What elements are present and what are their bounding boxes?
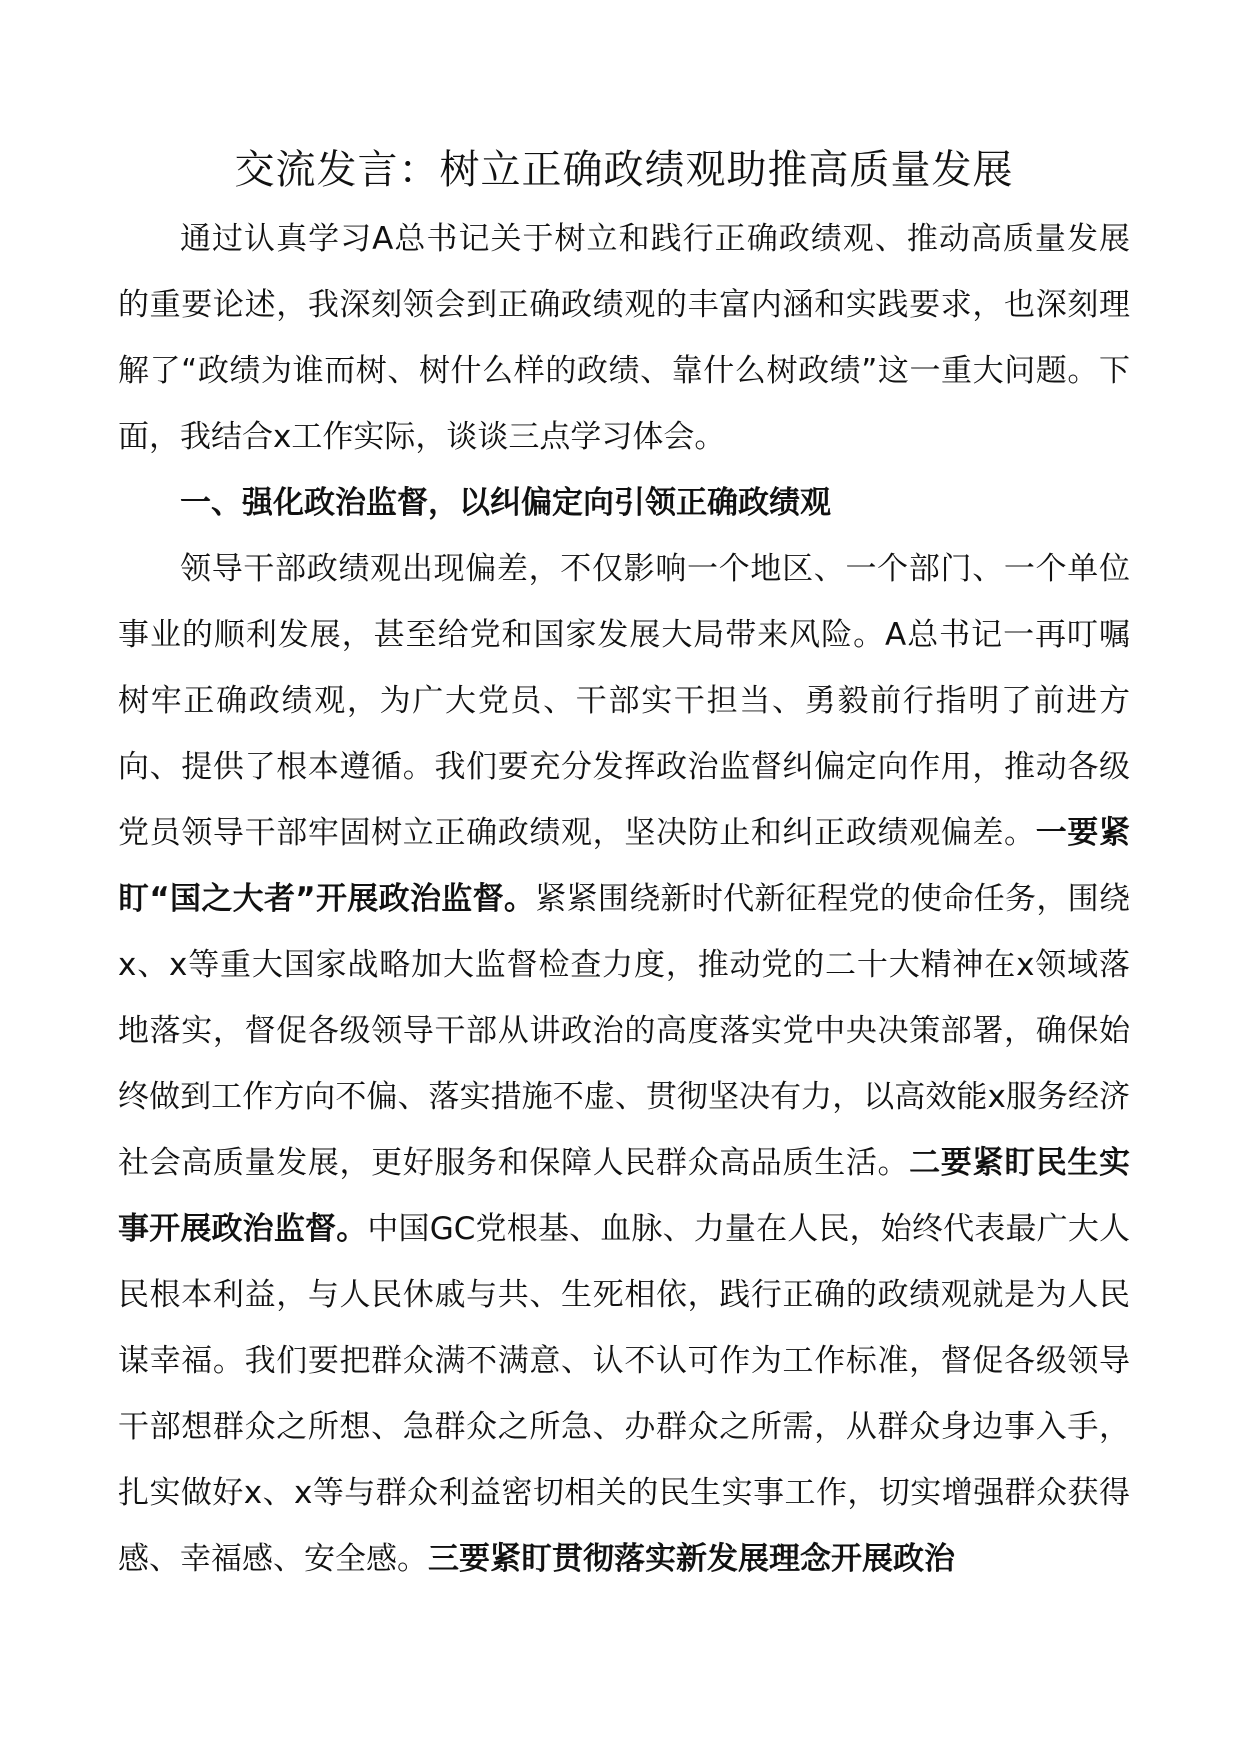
section1-text-2: 紧紧围绕新时代新征程党的使命任务，围绕x、x等重大国家战略加大监督检查力度，推动党的二十大精神在x领域落地落实，督促各级领导干部从讲政治的高度落实党中央决策部署，确保始终做到工作方向不偏、落实措施不虚、贯彻坚决有力，以高效能x服务经济社会高质量发展，更好服务和保障人民群众高品质生活。 <box>118 881 1130 1181</box>
document-title: 交流发言：树立正确政绩观助推高质量发展 <box>234 147 1014 193</box>
section1-text-3: 中国GC党根基、血脉、力量在人民，始终代表最广大人民根本利益，与人民休戚与共、生死相依，践行正确的政绩观就是为人民谋幸福。我们要把群众满不满意、认不认可作为工作标准，督促各级领导干部想群众之所想、急群众之所急、办群众之所需，从群众身边事入手，扎实做好x、x等与群众利益密切相关的民生实事工作，切实增强群众获得感、幸福感、安全感。 <box>118 1211 1130 1577</box>
key-point-3: 三要紧盯贯彻落实新发展理念开展政治 <box>428 1541 955 1577</box>
key-point-1: 一要紧盯“国之大者”开展政治监督。 <box>118 815 1131 917</box>
section-heading-1: 一、强化政治监督，以纠偏定向引领正确政绩观 <box>180 485 831 521</box>
section1-text-1: 领导干部政绩观出现偏差，不仅影响一个地区、一个部门、一个单位事业的顺利发展，甚至给党和国家发展大局带来风险。A总书记一再叮嘱树牢正确政绩观，为广大党员、干部实干担当、勇毅前行指明了前进方向、提供了根本遵循。我们要充分发挥政治监督纠偏定向作用，推动各级党员领导干部牢固树立正确政绩观，坚决防止和纠正政绩观偏差。 <box>118 551 1130 851</box>
section1-paragraph <box>118 536 1130 1592</box>
document-page <box>118 140 1130 1592</box>
intro-paragraph: 通过认真学习A总书记关于树立和践行正确政绩观、推动高质量发展的重要论述，我深刻领会到正确政绩观的丰富内涵和实践要求，也深刻理解了“政绩为谁而树、树什么样的政绩、靠什么树政绩”这一重大问题。下面，我结合x工作实际，谈谈三点学习体会。 <box>118 221 1130 455</box>
key-point-2: 二要紧盯民生实事开展政治监督。 <box>118 1145 1131 1247</box>
